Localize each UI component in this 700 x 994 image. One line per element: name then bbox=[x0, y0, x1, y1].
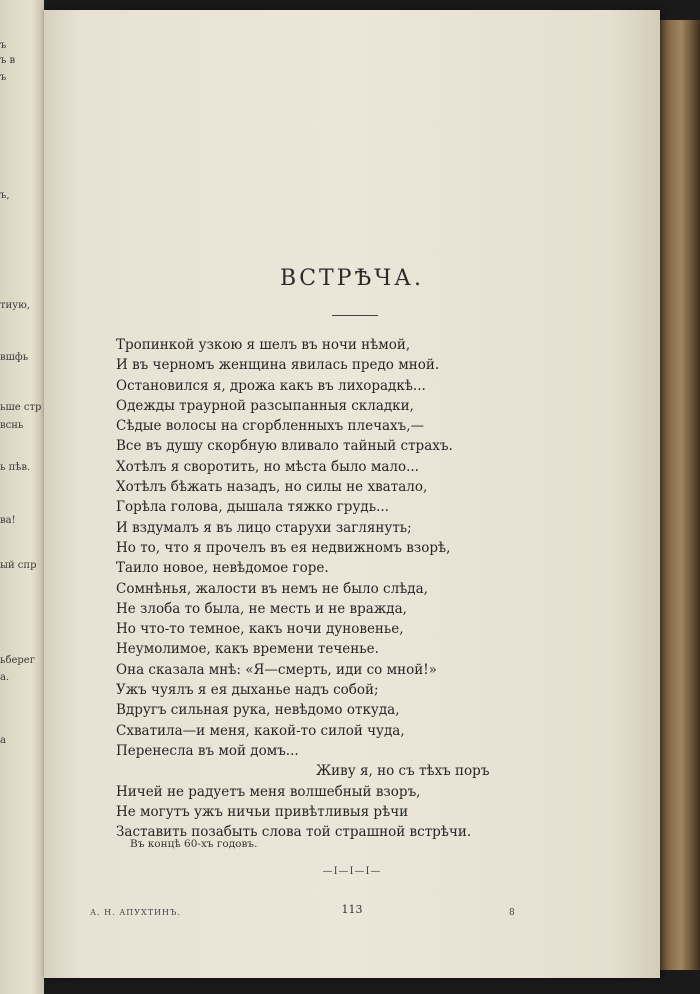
poem-line: Заставить позабыть слова той страшной встрѣчи. bbox=[116, 824, 472, 841]
book-spine bbox=[658, 20, 700, 970]
book-page bbox=[44, 10, 660, 978]
poem-line: Но то, что я прочелъ въ ея недвижномъ взорѣ, bbox=[116, 539, 451, 556]
poem-line: Но что-то темное, какъ ночи дуновенье, bbox=[116, 621, 404, 638]
poem-line: И вздумалъ я въ лицо старухи заглянуть; bbox=[116, 519, 412, 536]
left-page-text-fragment: вснь bbox=[0, 420, 24, 431]
left-page-edge bbox=[0, 0, 44, 994]
poem-line: Сомнѣнья, жалости въ немъ не было слѣда, bbox=[116, 580, 428, 597]
poem-line: Хотѣлъ бѣжать назадъ, но силы не хватало, bbox=[116, 479, 428, 496]
poem-line: Она сказала мнѣ: «Я—смерть, иди со мной!» bbox=[116, 661, 437, 678]
poem-line: Сѣдые волосы на сгорбленныхъ плечахъ,— bbox=[116, 418, 425, 435]
poem-date: Въ концѣ 60-хъ годовъ. bbox=[130, 838, 258, 850]
poem-line: Не могутъ ужъ ничьи привѣтливыя рѣчи bbox=[116, 803, 409, 820]
left-page-text-fragment: ый спр bbox=[0, 560, 37, 571]
page-number: 113 bbox=[341, 903, 363, 916]
left-page-text-fragment: ъ bbox=[0, 40, 7, 51]
poem-line: И въ черномъ женщина явилась предо мной. bbox=[116, 357, 440, 374]
left-page-text-fragment: ьберег bbox=[0, 655, 35, 666]
left-page-text-fragment: ъ, bbox=[0, 190, 10, 201]
poem-line: Хотѣлъ я своротить, но мѣста было мало... bbox=[116, 458, 419, 475]
title-rule bbox=[332, 315, 378, 316]
poem-line: Таило новое, невѣдомое горе. bbox=[116, 560, 329, 577]
left-page-text-fragment: a bbox=[0, 735, 6, 746]
poem-line: Одежды траурной разсыпанныя складки, bbox=[116, 397, 414, 414]
left-page-text-fragment: ва! bbox=[0, 515, 16, 526]
poem-line: Ничей не радуетъ меня волшебный взоръ, bbox=[116, 783, 421, 800]
footer-author: А. Н. АПУХТИНЪ. bbox=[90, 908, 181, 917]
poem-line: Тропинкой узкою я шелъ въ ночи нѣмой, bbox=[116, 337, 411, 353]
signature-mark: 8 bbox=[509, 908, 515, 918]
poem-title: ВСТРѢЧА. bbox=[280, 266, 424, 291]
left-page-text-fragment: а. bbox=[0, 672, 10, 683]
poem-line: Вдругъ сильная рука, невѣдомо откуда, bbox=[116, 702, 400, 719]
poem-line: Не злоба то была, не месть и не вражда, bbox=[116, 600, 407, 617]
poem-line: Все въ душу скорбную вливало тайный страхъ. bbox=[116, 438, 453, 455]
poem-body bbox=[116, 335, 596, 842]
poem-line: Горѣла голова, дышала тяжко грудь... bbox=[116, 499, 389, 516]
poem-line-indented: Живу я, но съ тѣхъ поръ bbox=[316, 763, 490, 780]
poem-line: Неумолимое, какъ времени теченье. bbox=[116, 641, 379, 658]
poem-line: Схватила—и меня, какой-то силой чуда, bbox=[116, 722, 405, 739]
left-page-text-fragment: вшфь bbox=[0, 352, 29, 363]
end-ornament: —I—I—I— bbox=[322, 866, 382, 877]
poem-line: Перенесла въ мой домъ... bbox=[116, 742, 299, 759]
left-page-text-fragment: ь пѣв. bbox=[0, 462, 31, 473]
left-page-text-fragment: ьше стр bbox=[0, 402, 42, 413]
left-page-text-fragment: ъ в bbox=[0, 55, 16, 66]
poem-line: Остановился я, дрожа какъ въ лихорадкѣ... bbox=[116, 377, 426, 394]
poem-line: Ужъ чуялъ я ея дыханье надъ собой; bbox=[116, 682, 379, 699]
left-page-text-fragment: ъ bbox=[0, 72, 7, 83]
left-page-text-fragment: тиую, bbox=[0, 300, 30, 311]
